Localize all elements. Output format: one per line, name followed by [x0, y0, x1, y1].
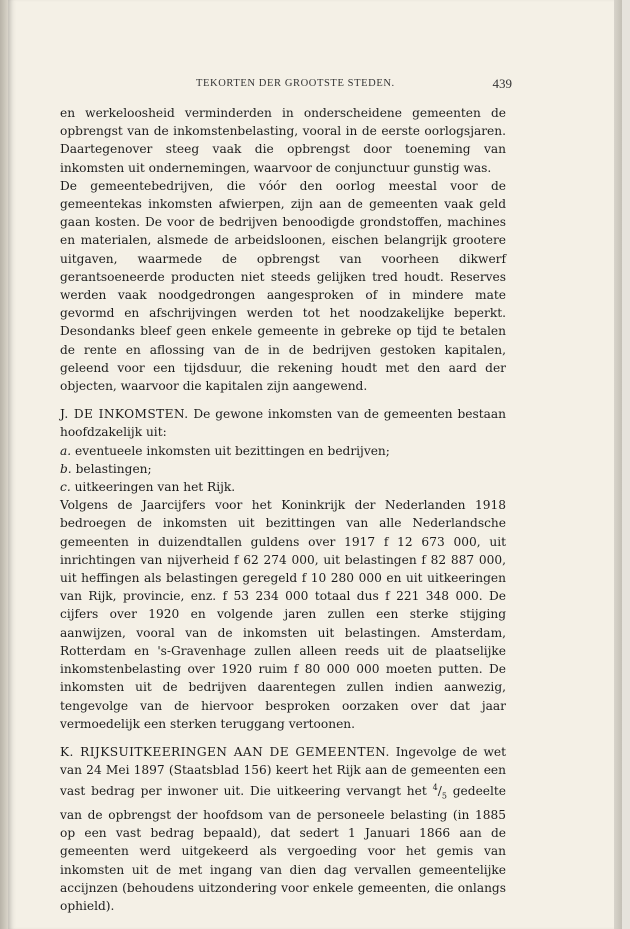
book-page	[8, 0, 622, 929]
book-spine	[0, 0, 8, 929]
running-title: TEKORTEN DER GROOTSTE STEDEN.	[196, 78, 395, 89]
list-item-text: belastingen;	[75, 461, 152, 476]
running-header	[66, 78, 512, 94]
list-item	[60, 460, 506, 478]
list-item-letter: c.	[60, 480, 71, 495]
list-item-letter: b.	[60, 461, 72, 476]
fraction-numerator: 4	[432, 783, 438, 793]
page-edge	[614, 0, 622, 929]
section-j-heading: J. DE INKOMSTEN.	[60, 407, 189, 422]
paragraph-2: De gemeentebedrijven, die vóór den oorlog meestal voor de gemeentekas inkomsten afwierpen, zijn aan de gemeenten vaak geld gaan kosten. De voor de bedrijven benoodigde grondstoffen, machines en materialen, alsmede de arbeidsloonen, eischen belangrijk grootere uitgaven, waarmede de opbrengst van voorheen dikwerf gerantsoeneerde producten niet steeds gelijken tred houdt. Reserves werden vaak noodgedrongen aangesproken of in mindere mate gevormd en afschrijvingen werden tot het noodzakelijke beperkt. Desondanks bleef geen enkele gemeente in gebreke op tijd te betalen de rente en aflossing van de in de bedrijven gestoken kapitalen, geleend voor een tijdsduur, die rekening houdt met den aard der objecten, waarvoor die kapitalen zijn aangewend.	[60, 178, 506, 394]
fraction-denominator: 5	[441, 791, 447, 801]
section-k-text-a: Ingevolge de wet van 24 Mei 1897 (Staatsblad 156) keert het Rijk aan de gemeenten een vast bedrag per inwoner uit. Die uitkeering vervangt het	[60, 744, 507, 799]
list-item	[60, 478, 506, 496]
section-k-paragraph	[60, 743, 506, 915]
section-j-intro	[60, 405, 506, 441]
list-item-text: eventueele inkomsten uit bezittingen en bedrijven;	[75, 443, 390, 458]
fraction: $^4/_5$	[432, 783, 447, 801]
section-k-text-b: gedeelte van de opbrengst der hoofdsom van de personeele belasting (in 1885 op een vast bedrag bepaald), dat sedert 1 Januari 1866 aan de gemeenten werd uitgekeerd als vergoeding voor het gemis van inkomsten uit de met ingang van dien dag vervallen gemeentelijke accijnzen (behoudens uitzondering voor enkele gemeenten, die onlangs ophield).	[60, 784, 506, 914]
list-item-letter: a.	[60, 443, 72, 458]
section-k-heading: K. RIJKSUITKEERINGEN AAN DE GEMEENTEN.	[60, 744, 390, 759]
page-body	[60, 104, 506, 915]
page-number: 439	[492, 76, 512, 91]
list-item-text: uitkeeringen van het Rijk.	[74, 480, 236, 495]
section-j-intro-text: De gewone inkomsten van de gemeenten bestaan hoofdzakelijk uit:	[60, 407, 506, 440]
paragraph-3: Volgens de Jaarcijfers voor het Koninkrijk der Nederlanden 1918 bedroegen de inkomsten uit bezittingen van alle Nederlandsche gemeenten in duizendtallen guldens over 1917 f 12 673 000, uit inrichtingen van nijverheid f 62 274 000, uit belastingen f 82 887 000, uit heffingen als belastingen geregeld f 10 280 000 en uit uitkeeringen van Rijk, provincie, enz. f 53 234 000 totaal dus f 221 348 000. De cijfers over 1920 en volgende jaren zullen een sterke stijging aanwijzen, vooral van de inkomsten uit belastingen. Amsterdam, Rotterdam en 's-Gravenhage zullen alleen reeds uit de plaatselijke inkomstenbelasting over 1920 ruim f 80 000 000 moeten putten. De inkomsten uit de bedrijven daarentegen zullen indien aanwezig, tengevolge van de hiervoor besproken oorzaken over dat jaar vermoedelijk een sterken teruggang vertoonen.	[60, 498, 506, 731]
paragraph-1: en werkeloosheid verminderden in onderscheidene gemeenten de opbrengst van de inkomstenbelasting, vooral in de eerste oorlogsjaren. Daartegenover steeg vaak die opbrengst door toeneming van inkomsten uit ondernemingen, waarvoor de conjunctuur gunstig was.	[60, 106, 506, 175]
list-item	[60, 442, 506, 460]
